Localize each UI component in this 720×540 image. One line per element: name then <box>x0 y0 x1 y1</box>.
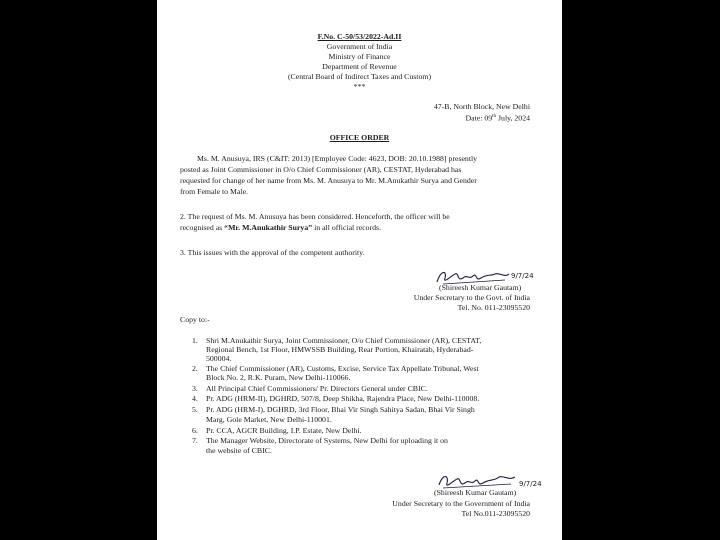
copy-item-5-line1: Pr. ADG (HRM-I), DGHRD, 3rd Floor, Bhai Vir Singh Sahitya Sadan, Bhai Vir Singh <box>206 405 475 414</box>
date-prefix: Date: 09 <box>465 113 493 123</box>
copy-item-5-num: 5. <box>192 405 198 414</box>
signature-2-date: 9/7/24 <box>519 480 542 488</box>
copy-item-2-line2: Block No. 2, R.K. Puram, New Delhi-110066. <box>206 373 351 382</box>
header-department: Department of Revenue <box>322 62 397 71</box>
copy-item-1-line1: Shri M.Anukathir Surya, Joint Commissioner, O/o Chief Commissioner (AR), CESTAT, <box>206 336 482 345</box>
para1-line4: from Female to Male. <box>180 187 248 196</box>
signatory-1-tel: Tel. No. 011-23095520 <box>457 303 530 312</box>
signatory-1-designation: Under Secretary to the Govt. of India <box>413 293 530 302</box>
header-board: (Central Board of Indirect Taxes and Custom) <box>287 72 432 81</box>
para2-line2 <box>180 223 381 232</box>
copy-item-1-line3: 500004. <box>206 354 232 363</box>
para1-line1: Ms. M. Anusuya, IRS (C&IT: 2013) [Employee Code: 4623, DOB: 20.10.1988] presently <box>197 154 478 163</box>
copy-item-7-line1: The Manager Website, Directorate of Systems, New Delhi for uploading it on <box>206 436 448 445</box>
office-order-title: OFFICE ORDER <box>329 133 390 142</box>
signatory-1-name: (Shireesh Kumar Gautam) <box>439 283 522 292</box>
copy-item-1-num: 1. <box>192 336 198 345</box>
copy-item-4-line1: Pr. ADG (HRM-II), DGHRD, 507/8, Deep Shikha, Rajendra Place, New Delhi-110008. <box>206 394 480 403</box>
header-stars: *** <box>353 82 366 91</box>
copy-item-4-num: 4. <box>192 394 198 403</box>
signatory-2-name: (Shireesh Kumar Gautam) <box>434 488 517 497</box>
copy-item-7-line2: the website of CBIC. <box>206 446 272 455</box>
para2-line1: 2. The request of Ms. M. Anusuya has been considered. Henceforth, the officer will be <box>180 212 450 221</box>
file-number: F.No. C-50/53/2022-Ad.II <box>317 32 402 41</box>
copy-item-6-line1: Pr. CCA, AGCR Building, I.P. Estate, New Delhi. <box>206 426 362 435</box>
date-suffix: July, 2024 <box>496 113 530 123</box>
copy-item-1-line2: Regional Bench, 1st Floor, HMWSSB Building, Rear Portion, Khairatab, Hyderabad- <box>206 345 474 354</box>
copy-item-7-num: 7. <box>192 436 198 445</box>
copy-item-3-num: 3. <box>192 384 198 393</box>
copy-to-label: Copy to:- <box>180 315 210 324</box>
para2-suffix: in all official records. <box>312 223 382 232</box>
copy-item-2-num: 2. <box>192 364 198 373</box>
copy-item-5-line2: Marg, Gole Market, New Delhi-110001. <box>206 415 332 424</box>
copy-item-3-line1: All Principal Chief Commissioners/ Pr. Directors General under CBIC. <box>206 384 428 393</box>
address-line: 47-B, North Block, New Delhi <box>433 102 530 111</box>
header-government: Government of India <box>326 42 393 51</box>
document-page <box>157 0 562 540</box>
signature-1-date: 9/7/24 <box>511 272 534 280</box>
para1-line3: requested for change of her name from Ms. M. Anusuya to Mr. M.Anukathir Surya and Gender <box>180 176 477 185</box>
date-sup: th <box>492 114 497 119</box>
date-line <box>466 112 530 123</box>
para2-prefix: recognised as <box>180 223 225 232</box>
copy-item-6-num: 6. <box>192 426 198 435</box>
new-name: “Mr. M.Anukathir Surya” <box>224 223 313 232</box>
signatory-2-tel: Tel No.011-23095520 <box>461 509 530 518</box>
copy-item-2-line1: The Chief Commissioner (AR), Customs, Excise, Service Tax Appellate Tribunal, West <box>206 364 479 373</box>
para3: 3. This issues with the approval of the competent authority. <box>180 248 365 257</box>
header-ministry: Ministry of Finance <box>328 52 391 61</box>
signatory-2-designation: Under Secretary to the Government of India <box>392 499 530 508</box>
para1-line2: posted as Joint Commissioner in O/o Chief Commissioner (AR), CESTAT, Hyderabad has <box>180 165 462 174</box>
